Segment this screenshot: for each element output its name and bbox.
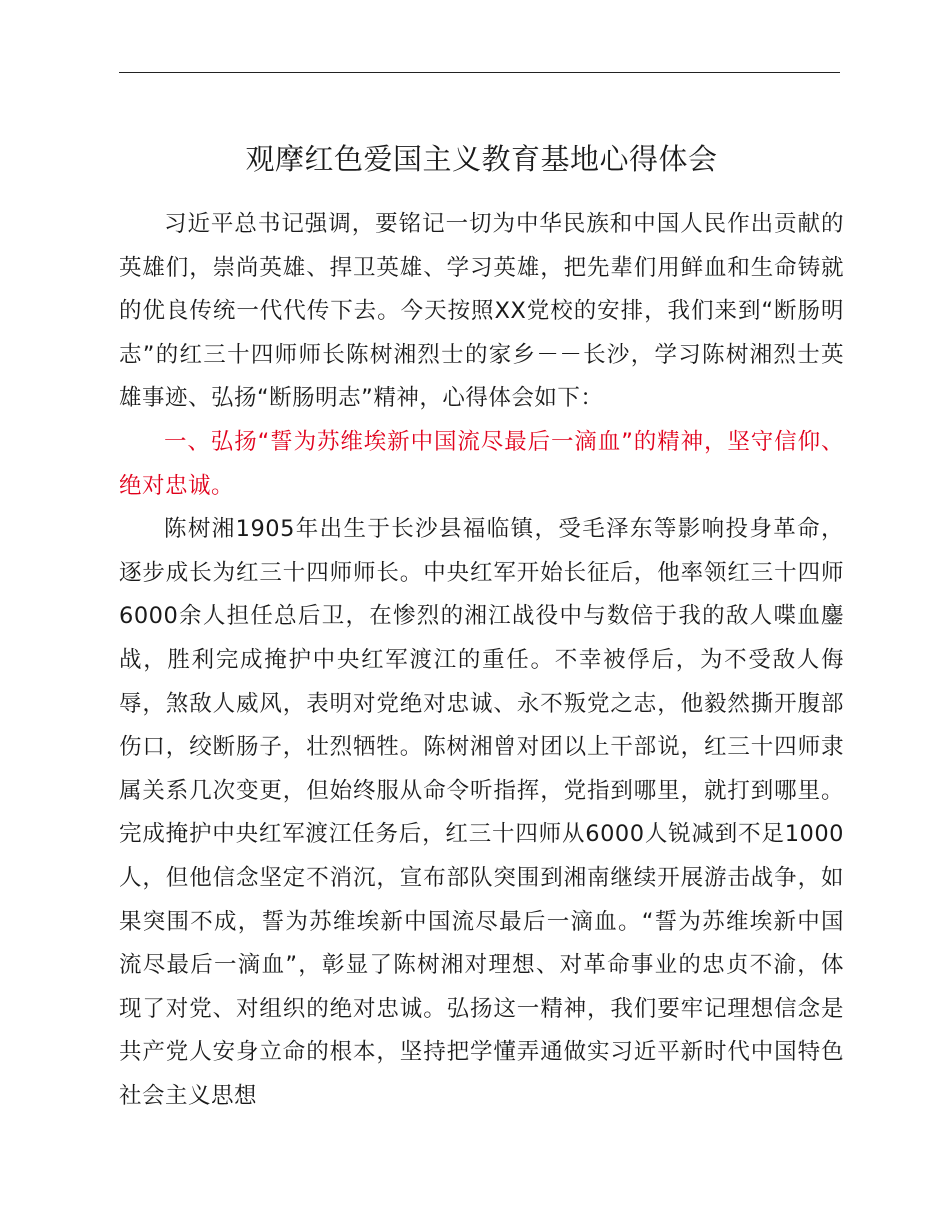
section-heading: 一、弘扬“誓为苏维埃新中国流尽最后一滴血”的精神，坚守信仰、绝对忠诚。	[119, 428, 844, 499]
document-body	[119, 131, 844, 1118]
document-title: 观摩红色爱国主义教育基地心得体会	[245, 142, 718, 176]
intro-paragraph: 习近平总书记强调，要铭记一切为中华民族和中国人民作出贡献的英雄们，崇尚英雄、捍卫英雄、学习英雄，把先辈们用鲜血和生命铸就的优良传统一代代传下去。今天按照XX党校的安排，我们来到“断肠明志”的红三十四师师长陈树湘烈士的家乡－－长沙，学习陈树湘烈士英雄事迹、弘扬“断肠明志”精神，心得体会如下：	[119, 211, 844, 412]
section-body-paragraph: 陈树湘1905年出生于长沙县福临镇，受毛泽东等影响投身革命，逐步成长为红三十四师师长。中央红军开始长征后，他率领红三十四师6000余人担任总后卫，在惨烈的湘江战役中与数倍于我的敌人喋血鏖战，胜利完成掩护中央红军渡江的重任。不幸被俘后，为不受敌人侮辱，煞敌人威风，表明对党绝对忠诚、永不叛党之志，他毅然撕开腹部伤口，绞断肠子，壮烈牺牲。陈树湘曾对团以上干部说，红三十四师隶属关系几次变更，但始终服从命令听指挥，党指到哪里，就打到哪里。完成掩护中央红军渡江任务后，红三十四师从6000人锐减到不足1000人，但他信念坚定不消沉，宣布部队突围到湘南继续开展游击战争，如果突围不成，誓为苏维埃新中国流尽最后一滴血。“誓为苏维埃新中国流尽最后一滴血”，彰显了陈树湘对理想、对革命事业的忠贞不渝，体现了对党、对组织的绝对忠诚。弘扬这一精神，我们要牢记理想信念是共产党人安身立命的根本，坚持把学懂弄通做实习近平新时代中国特色社会主义思想	[119, 516, 844, 1109]
header-rule	[119, 72, 840, 73]
